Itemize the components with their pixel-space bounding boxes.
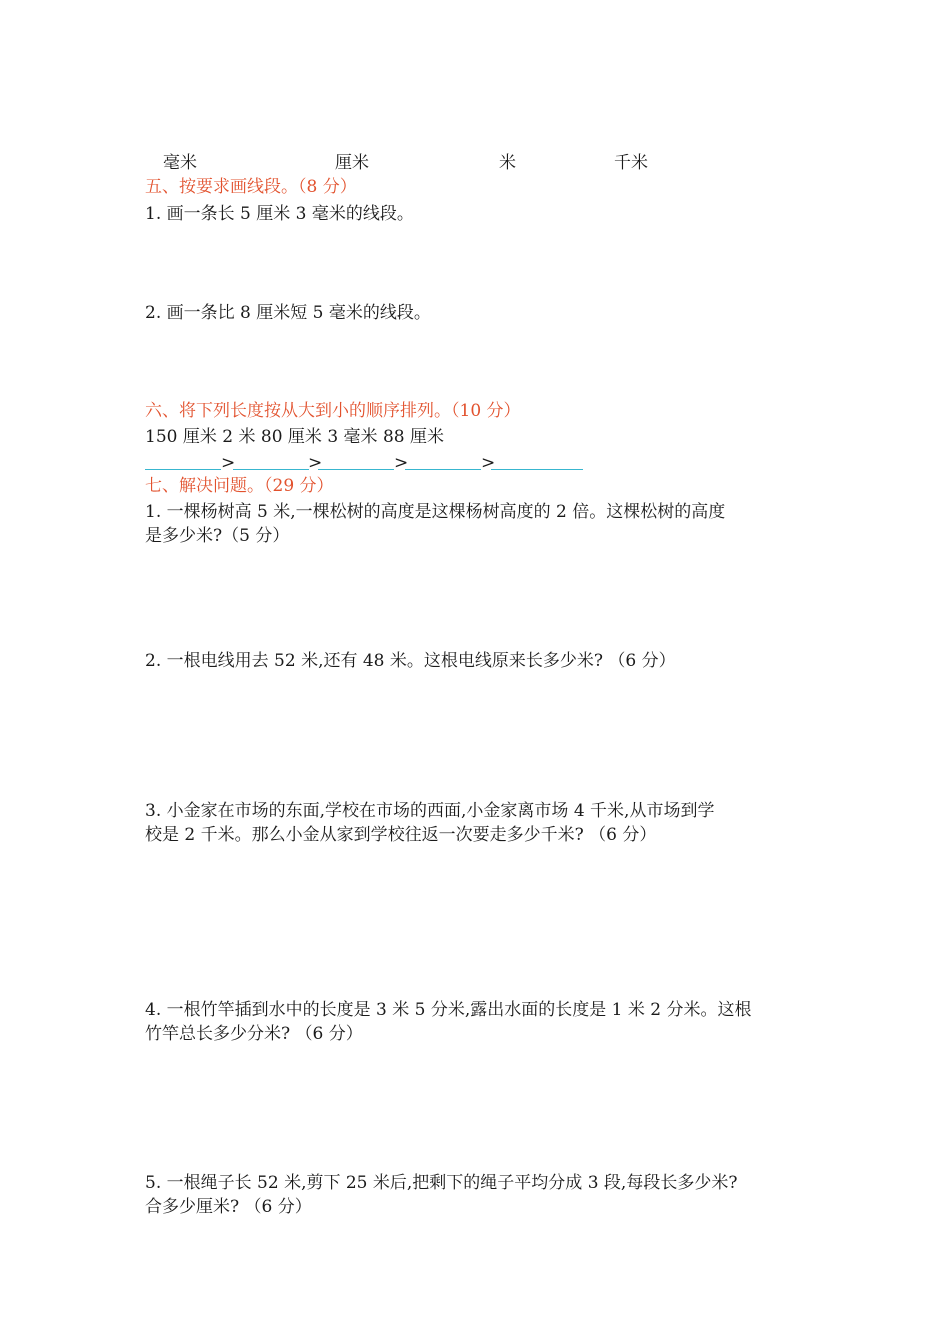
- greater-than-sign: >: [394, 453, 409, 473]
- answer-blank-3[interactable]: [318, 469, 394, 470]
- section7-question-1-line-2: 是多少米?（5 分）: [145, 526, 290, 546]
- answer-blank-4[interactable]: [405, 469, 481, 470]
- section5-question-2: 2. 画一条比 8 厘米短 5 毫米的线段。: [145, 303, 431, 323]
- unit-label-m: 米: [499, 153, 516, 173]
- ordering-answer-blanks: [145, 452, 595, 474]
- answer-blank-5[interactable]: [491, 469, 583, 470]
- section7-question-5-line-2: 合多少厘米? （6 分）: [145, 1197, 312, 1217]
- section7-heading: 七、解决问题。（29 分）: [145, 476, 334, 496]
- greater-than-sign: >: [481, 453, 496, 473]
- section6-items: 150 厘米 2 米 80 厘米 3 毫米 88 厘米: [145, 427, 444, 447]
- section5-heading: 五、按要求画线段。（8 分）: [145, 177, 357, 197]
- unit-label-km: 千米: [614, 153, 648, 173]
- unit-label-mm: 毫米: [163, 153, 197, 173]
- answer-blank-2[interactable]: [233, 469, 309, 470]
- section5-question-1: 1. 画一条长 5 厘米 3 毫米的线段。: [145, 204, 414, 224]
- section7-question-2: 2. 一根电线用去 52 米,还有 48 米。这根电线原来长多少米? （6 分）: [145, 651, 676, 671]
- greater-than-sign: >: [221, 453, 236, 473]
- section7-question-5-line-1: 5. 一根绳子长 52 米,剪下 25 米后,把剩下的绳子平均分成 3 段,每段长多少米?: [145, 1173, 738, 1193]
- unit-label-cm: 厘米: [335, 153, 369, 173]
- greater-than-sign: >: [308, 453, 323, 473]
- section7-question-3-line-1: 3. 小金家在市场的东面,学校在市场的西面,小金家离市场 4 千米,从市场到学: [145, 801, 715, 821]
- section7-question-1-line-1: 1. 一棵杨树高 5 米,一棵松树的高度是这棵杨树高度的 2 倍。这棵松树的高度: [145, 502, 726, 522]
- section6-heading: 六、将下列长度按从大到小的顺序排列。（10 分）: [145, 401, 521, 421]
- section7-question-4-line-1: 4. 一根竹竿插到水中的长度是 3 米 5 分米,露出水面的长度是 1 米 2 分米。这根: [145, 1000, 752, 1020]
- section7-question-4-line-2: 竹竿总长多少分米? （6 分）: [145, 1024, 363, 1044]
- answer-blank-1[interactable]: [145, 469, 221, 470]
- section7-question-3-line-2: 校是 2 千米。那么小金从家到学校往返一次要走多少千米? （6 分）: [145, 825, 657, 845]
